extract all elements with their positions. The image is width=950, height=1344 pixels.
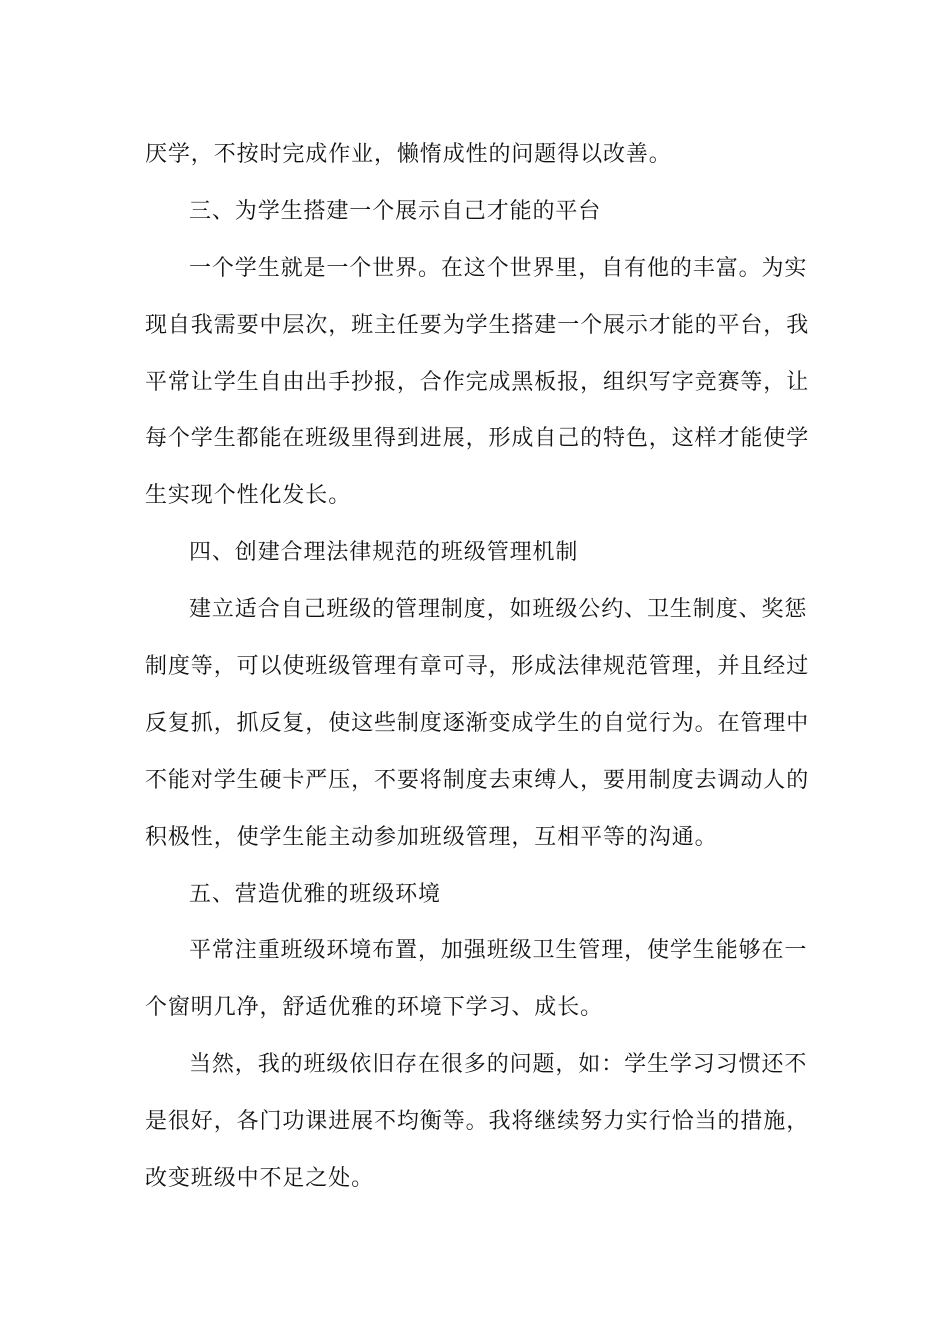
section-heading-5: 五、营造优雅的班级环境 [189,881,441,907]
paragraph-line: 不能对学生硬卡严压，不要将制度去束缚人，要用制度去调动人的 [145,767,810,793]
section-heading-4: 四、创建合理法律规范的班级管理机制 [189,540,579,566]
paragraph-line: 建立适合自己班级的管理制度，如班级公约、卫生制度、奖惩 [189,597,808,623]
paragraph-line: 生实现个性化发长。 [145,483,352,509]
paragraph-line: 是很好，各门功课进展不均衡等。我将继续努力实行恰当的措施， [145,1109,810,1135]
paragraph-line: 个窗明几净，舒适优雅的环境下学习、成长。 [145,995,604,1021]
paragraph-line: 每个学生都能在班级里得到进展，形成自己的特色，这样才能使学 [145,426,810,452]
paragraph-line: 平常注重班级环境布置，加强班级卫生管理，使学生能够在一 [189,938,808,964]
paragraph-line: 积极性，使学生能主动参加班级管理，互相平等的沟通。 [145,824,718,850]
paragraph-line: 厌学，不按时完成作业，懒惰成性的问题得以改善。 [145,142,672,167]
paragraph-line: 改变班级中不足之处。 [145,1166,375,1192]
section-heading-3: 三、为学生搭建一个展示自己才能的平台 [189,198,602,224]
paragraph-line: 当然，我的班级依旧存在很多的问题，如：学生学习习惯还不 [189,1052,808,1078]
paragraph-line: 制度等，可以使班级管理有章可寻，形成法律规范管理，并且经过 [145,654,810,680]
paragraph-line: 平常让学生自由出手抄报，合作完成黑板报，组织写字竞赛等，让 [145,369,810,395]
paragraph-line: 现自我需要中层次，班主任要为学生搭建一个展示才能的平台，我 [145,312,810,338]
paragraph-line: 反复抓，抓反复，使这些制度逐渐变成学生的自觉行为。在管理中 [145,710,810,736]
document-body [145,127,810,1208]
paragraph-line: 一个学生就是一个世界。在这个世界里，自有他的丰富。为实 [189,255,808,281]
